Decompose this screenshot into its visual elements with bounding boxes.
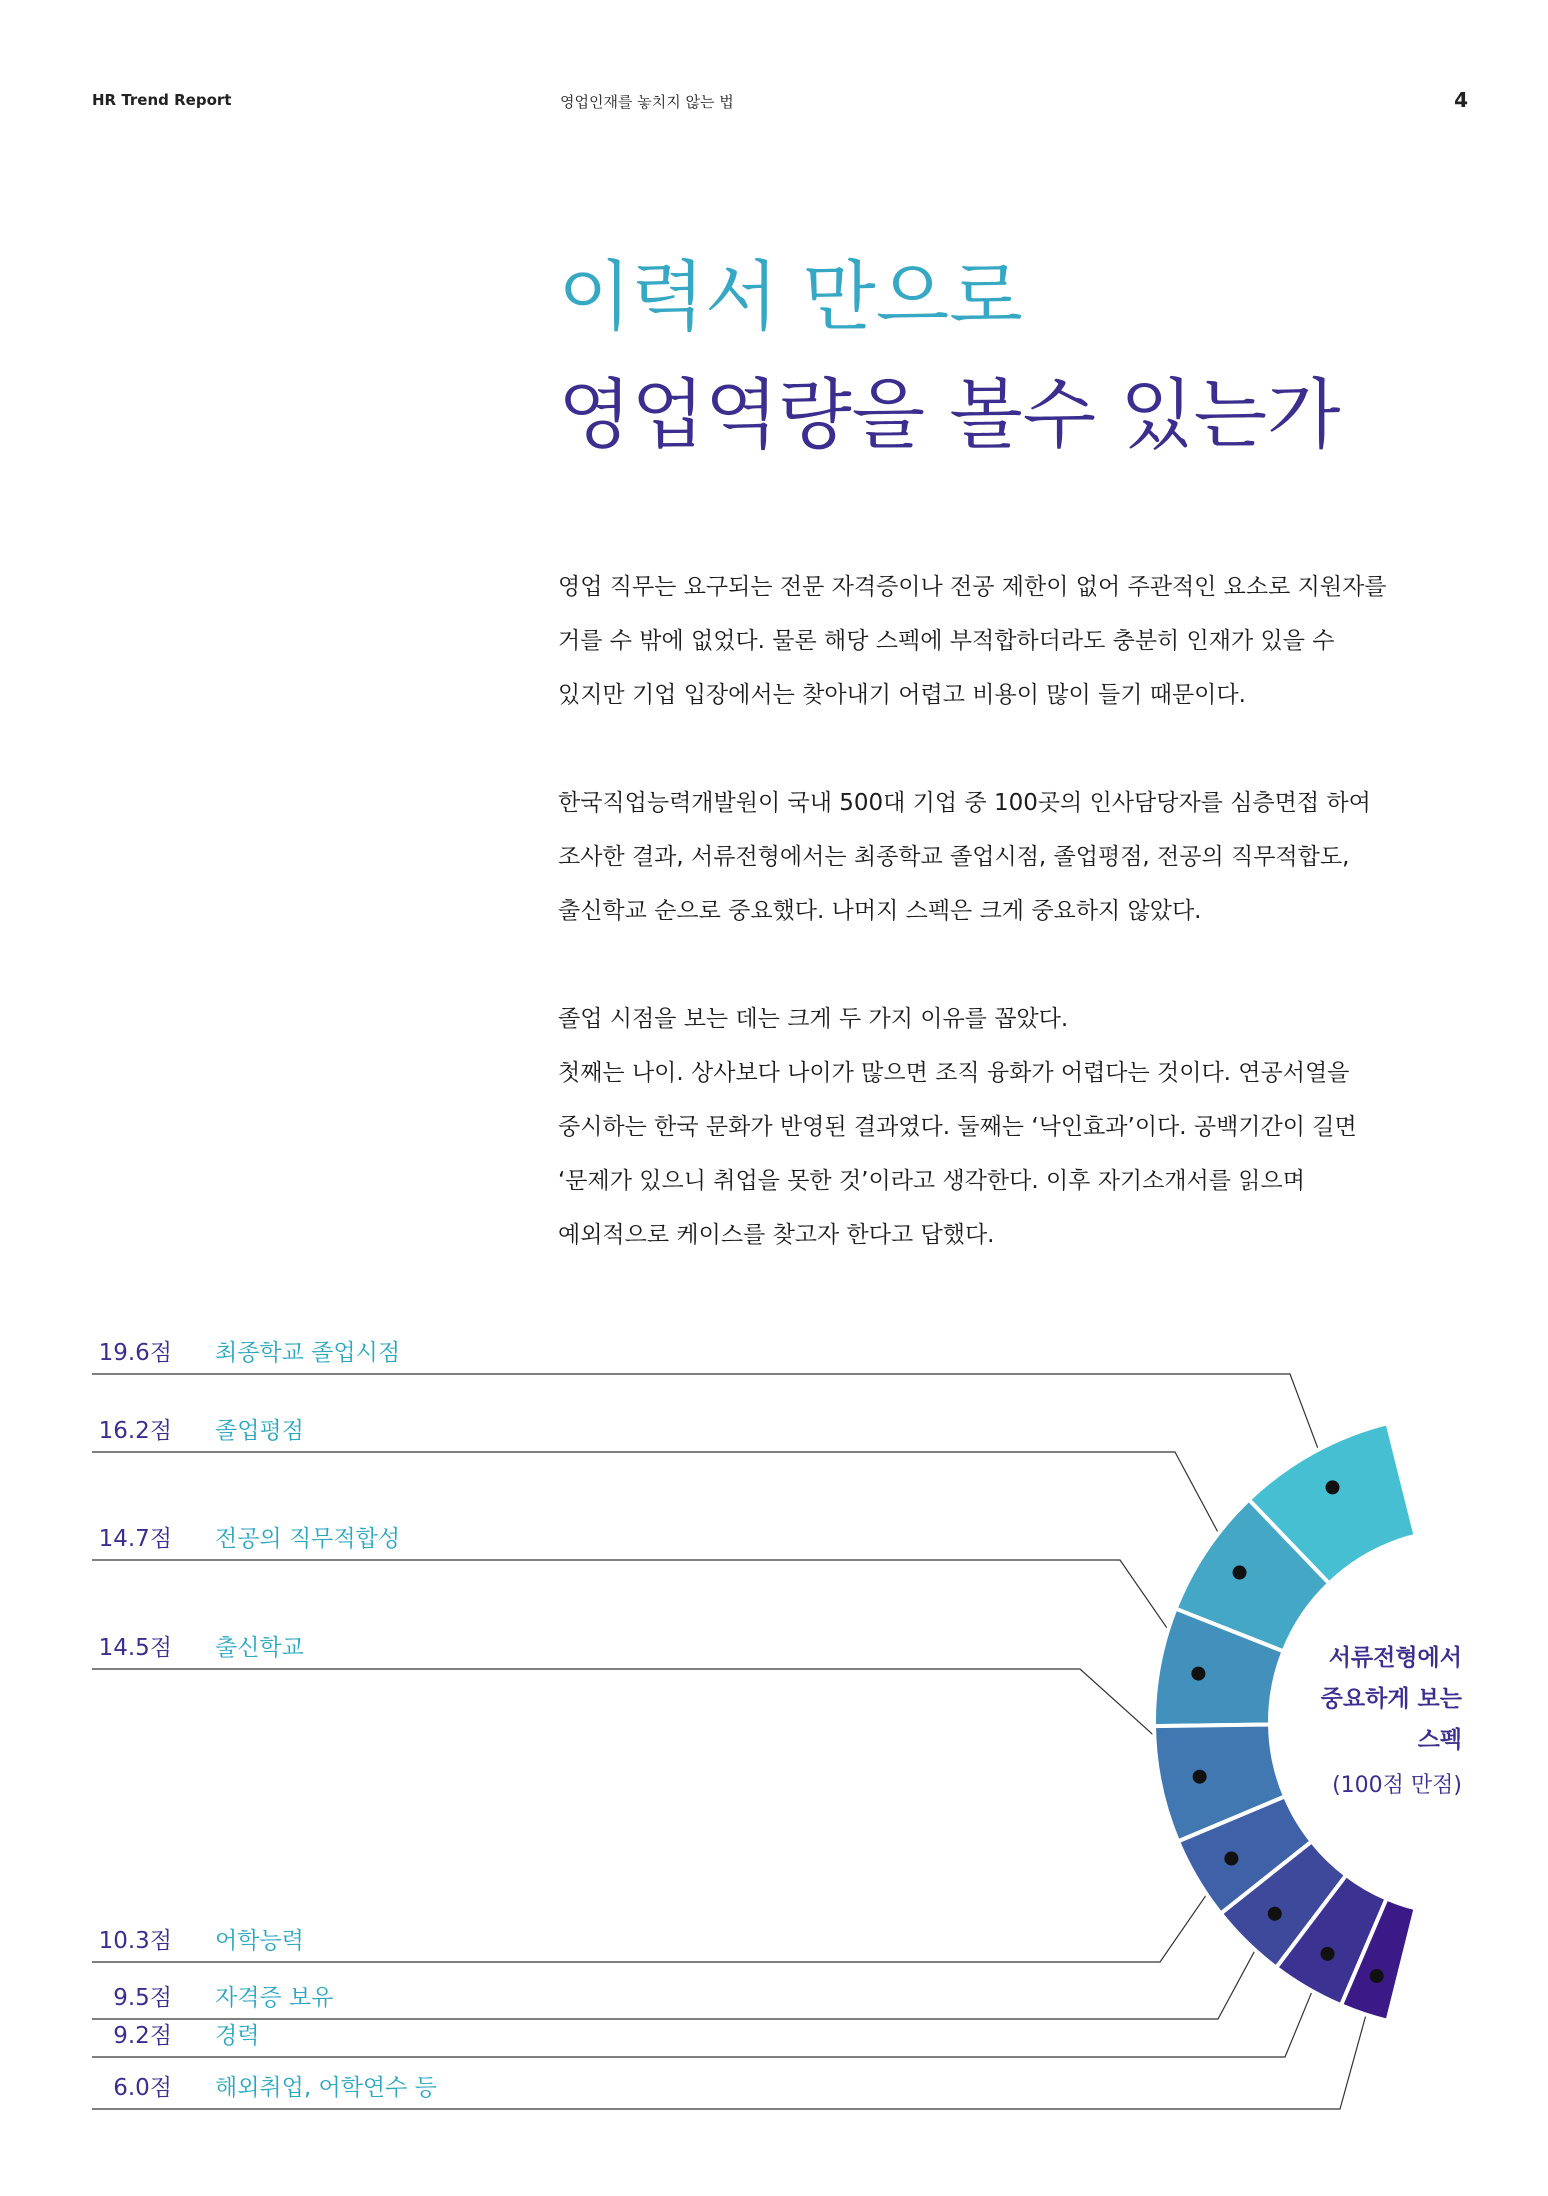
page-number: 4 (1454, 88, 1468, 112)
text-line: 한국직업능력개발원이 국내 500대 기업 중 100곳의 인사담당자를 심층면접 하여 (558, 790, 1371, 816)
score-label: 10.3점 (98, 1928, 172, 1954)
text-line: 중시하는 한국 문화가 반영된 결과였다. 둘째는 ‘낙인효과’이다. 공백기간이 길면 (558, 1114, 1357, 1140)
category-label: 자격증 보유 (215, 1985, 334, 2011)
slice-marker-dot (1191, 1667, 1205, 1681)
chart-subtitle: (100점 만점) (1332, 1773, 1462, 1798)
score-label: 14.5점 (98, 1635, 172, 1661)
category-label: 전공의 직무적합성 (215, 1526, 401, 1552)
chart-donut (1154, 1423, 1416, 2021)
slice-marker-dot (1370, 1969, 1384, 1983)
slice-marker-dot (1193, 1770, 1207, 1784)
text-line: 첫째는 나이. 상사보다 나이가 많으면 조직 융화가 어렵다는 것이다. 연공서열을 (558, 1060, 1350, 1086)
category-label: 경력 (215, 2023, 260, 2049)
page-title-line-1: 이력서 만으로 (558, 252, 1023, 341)
section-title: 영업인재를 놓치지 않는 법 (560, 93, 734, 111)
category-label: 어학능력 (215, 1928, 304, 1954)
slice-marker-dot (1224, 1852, 1238, 1866)
text-line: 졸업 시점을 보는 데는 크게 두 가지 이유를 꼽았다. (558, 1006, 1069, 1032)
chart-labels (99, 1340, 437, 2101)
chart-title-line: 서류전형에서 (1328, 1645, 1462, 1671)
text-line: ‘문제가 있으니 취업을 못한 것’이라고 생각한다. 이후 자기소개서를 읽으며 (558, 1168, 1305, 1194)
text-line: 예외적으로 케이스를 찾고자 한다고 답했다. (558, 1222, 995, 1248)
chart-title-line: 중요하게 보는 (1320, 1686, 1462, 1712)
score-label: 14.7점 (98, 1526, 172, 1552)
text-line: 거를 수 밖에 없었다. 물론 해당 스펙에 부적합하더라도 충분히 인재가 있을 수 (558, 628, 1335, 654)
report-name: HR Trend Report (92, 91, 232, 109)
score-label: 6.0점 (113, 2075, 172, 2101)
leader-line (92, 1669, 1200, 1777)
category-label: 졸업평점 (215, 1418, 304, 1444)
page-title-line-2: 영업역량을 볼수 있는가 (558, 370, 1341, 459)
slice-marker-dot (1233, 1566, 1247, 1580)
slice-marker-dot (1268, 1907, 1282, 1921)
category-label: 최종학교 졸업시점 (215, 1340, 401, 1366)
score-label: 16.2점 (98, 1418, 172, 1444)
score-label: 19.6점 (98, 1340, 172, 1366)
slice-marker-dot (1321, 1947, 1335, 1961)
category-label: 해외취업, 어학연수 등 (215, 2075, 437, 2101)
text-line: 조사한 결과, 서류전형에서는 최종학교 졸업시점, 졸업평점, 전공의 직무적합도, (558, 844, 1350, 870)
text-line: 출신학교 순으로 중요했다. 나머지 스펙은 크게 중요하지 않았다. (558, 898, 1202, 924)
slice-marker-dot (1325, 1480, 1339, 1494)
score-label: 9.2점 (113, 2023, 172, 2049)
leader-line (92, 1452, 1240, 1573)
chart-center-label (1321, 1644, 1463, 1798)
score-label: 9.5점 (113, 1985, 172, 2011)
text-line: 있지만 기업 입장에서는 찾아내기 어렵고 비용이 많이 들기 때문이다. (558, 682, 1246, 708)
category-label: 출신학교 (215, 1635, 304, 1661)
chart-title-line: 스펙 (1417, 1727, 1462, 1753)
text-line: 영업 직무는 요구되는 전문 자격증이나 전공 제한이 없어 주관적인 요소로 지원자를 (558, 574, 1387, 600)
